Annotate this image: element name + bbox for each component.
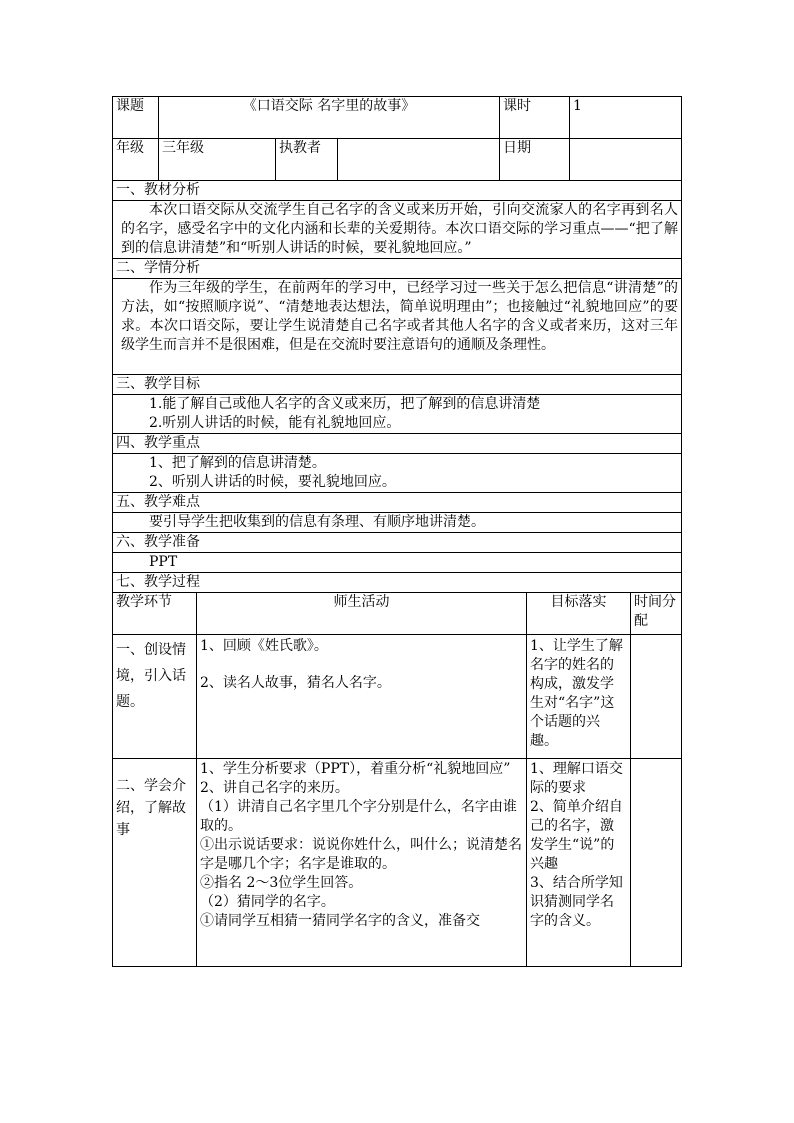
key-point-item: 2、听别人讲话的时候，要礼貌地回应。 [149,474,396,490]
section-body-key-points [113,454,682,493]
process-stage: 二、学会介绍，了解故事 [113,759,197,967]
process-activities [197,635,527,759]
lesson-plan-table [112,96,682,593]
section-body-objectives [113,395,682,434]
section-title-row [113,533,682,553]
key-point-item: 1、把了解到的信息讲清楚。 [149,455,326,471]
process-table [112,592,682,967]
section-body-students: 作为三年级的学生，在前两年的学习中，已经学习过一些关于怎么把信息“讲清楚”的方法，如“按照顺序说”、“清楚地表达想法，简单说明理由”；也接触过“礼貌地回应”的要求。本次口语交际，要让学生说清楚自己名字或者其他人名字的含义或者来历，这对三年级学生而言并不是很困难，但是在交流时要注意语句的通顺及条理性。 [113,279,682,375]
activity-line: 2、读名人故事，猜名人名字。 [200,675,391,691]
section-title-row [113,493,682,513]
activity-line: （2）猜同学的名字。 [200,894,335,910]
section-body-row [113,395,682,434]
teacher-value [338,139,500,181]
section-title-students: 二、学情分析 [113,259,682,279]
section-title-row [113,259,682,279]
process-header-row [113,593,682,635]
period-value: 1 [570,97,682,139]
activity-line [200,656,523,674]
section-title-analysis: 一、教材分析 [113,181,682,201]
section-body-preparation: PPT [113,553,682,573]
activity-line: 2、讲自己名字的来历。 [200,780,349,796]
process-row [113,759,682,967]
grade-value: 三年级 [159,139,276,181]
header-row-2 [113,139,682,181]
section-body-analysis: 本次口语交际从交流学生自己名字的含义或来历开始，引向交流家人的名字再到名人的名字，感受名字中的文化内涵和长辈的关爱期待。本次口语交际的学习重点——“把了解到的信息讲清楚”和“听别人讲话的时候，要礼貌地回应。” [113,201,682,259]
objective-item: 2.听别人讲话的时候，能有礼貌地回应。 [149,415,401,431]
topic-value: 《口语交际 名字里的故事》 [159,97,500,139]
objective-item: 1.能了解自己或他人名字的含义或来历，把了解到的信息讲清楚 [149,396,541,412]
section-body-row [113,201,682,259]
section-title-row [113,573,682,593]
teacher-label: 执教者 [276,139,338,181]
process-activities [197,759,527,967]
process-stage: 一、创设情境，引入话题。 [113,635,197,759]
process-goals: 1、让学生了解名字的姓名的构成，激发学生对“名字”这个话题的兴趣。 [527,635,631,759]
period-label: 课时 [500,97,570,139]
section-title-key-points: 四、教学重点 [113,434,682,454]
section-title-process: 七、教学过程 [113,573,682,593]
section-body-row [113,279,682,375]
process-time [631,759,682,967]
section-title-objectives: 三、教学目标 [113,375,682,395]
process-time [631,635,682,759]
grade-label: 年级 [113,139,159,181]
date-value [570,139,682,181]
activity-line: ①出示说话要求：说说你姓什么，叫什么；说清楚名字是哪几个字；名字是谁取的。 [200,837,522,872]
section-title-row [113,434,682,454]
process-row [113,635,682,759]
section-title-row [113,181,682,201]
process-header-goals: 目标落实 [527,593,631,635]
activity-line: 1、学生分析要求（PPT），着重分析“礼貌地回应” [200,761,511,777]
header-row-1 [113,97,682,139]
section-body-row [113,454,682,493]
process-header-activities: 师生活动 [197,593,527,635]
date-label: 日期 [500,139,570,181]
section-body-difficulty: 要引导学生把收集到的信息有条理、有顺序地讲清楚。 [113,513,682,533]
topic-label: 课题 [113,97,159,139]
process-header-stage: 教学环节 [113,593,197,635]
activity-line: ①请同学互相猜一猜同学名字的含义，准备交 [200,913,480,929]
process-header-time: 时间分配 [631,593,682,635]
section-title-difficulty: 五、教学难点 [113,493,682,513]
lesson-plan [112,96,681,967]
section-title-row [113,375,682,395]
section-body-row [113,553,682,573]
section-body-row [113,513,682,533]
activity-line: （1）讲清自己名字里几个字分别是什么，名字由谁取的。 [200,799,517,834]
activity-line: 1、回顾《姓氏歌》。 [200,638,328,654]
section-title-preparation: 六、教学准备 [113,533,682,553]
activity-line: ②指名 2～3位学生回答。 [200,875,363,891]
process-goals: 1、理解口语交际的要求 2、简单介绍自己的名字，激发学生“说”的兴趣 3、结合所学知识猜测同学名字的含义。 [527,759,631,967]
